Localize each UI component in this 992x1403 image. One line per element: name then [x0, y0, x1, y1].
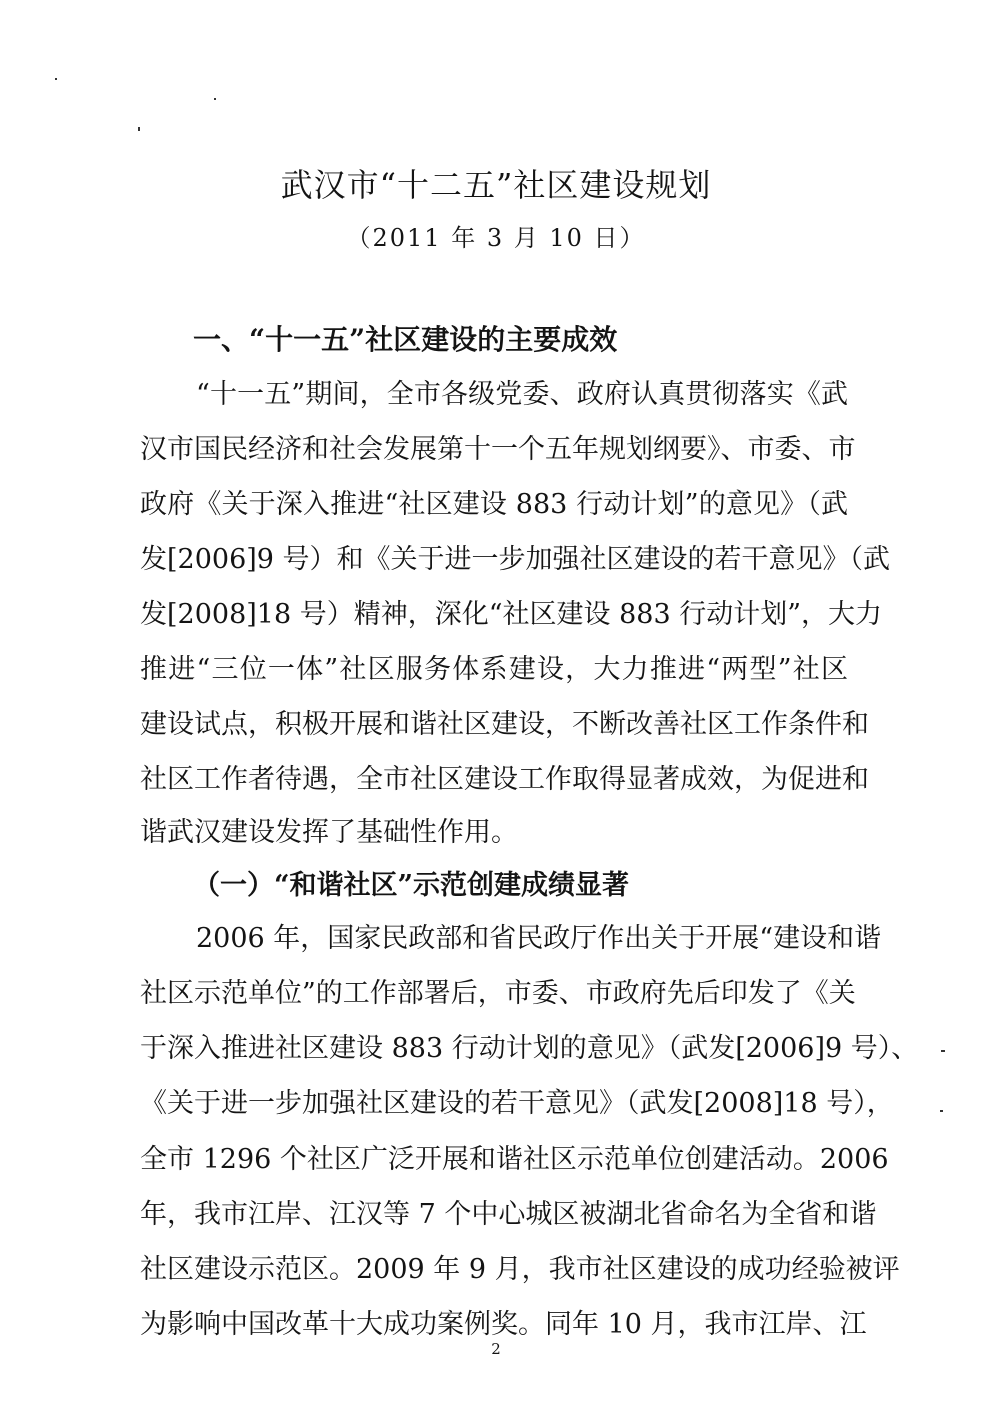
paragraph-line: 发[2006]9 号）和《关于进一步加强社区建设的若干意见》（武 — [140, 544, 891, 575]
paragraph-line: 全市 1296 个社区广泛开展和谐社区示范单位创建活动。2006 — [140, 1144, 889, 1175]
paragraph-line: 汉市国民经济和社会发展第十一个五年规划纲要》、市委、市 — [140, 434, 856, 465]
document-title: 武汉市“十二五”社区建设规划 — [280, 166, 712, 204]
paragraph-line: 谐武汉建设发挥了基础性作用。 — [140, 817, 518, 848]
scan-artifact — [55, 78, 57, 80]
subsection-heading: （一）“和谐社区”示范创建成绩显著 — [193, 870, 630, 901]
section-heading: 一、“十一五”社区建设的主要成效 — [193, 323, 618, 356]
paragraph-line: 社区工作者待遇，全市社区建设工作取得显著成效，为促进和 — [140, 764, 869, 795]
paragraph-line: 政府《关于深入推进“社区建设 883 行动计划”的意见》（武 — [140, 489, 848, 520]
scan-artifact — [941, 1050, 945, 1052]
paragraph-line: 推进“三位一体”社区服务体系建设，大力推进“两型”社区 — [140, 654, 848, 685]
page-number: 2 — [491, 1340, 501, 1358]
paragraph-line: 社区建设示范区。2009 年 9 月，我市社区建设的成功经验被评 — [140, 1254, 900, 1285]
paragraph-line: 《关于进一步加强社区建设的若干意见》（武发[2008]18 号）， — [140, 1088, 894, 1119]
scan-artifact — [940, 1110, 943, 1112]
paragraph-line: 年，我市江岸、江汉等 7 个中心城区被湖北省命名为全省和谐 — [140, 1199, 877, 1230]
paragraph-line: 于深入推进社区建设 883 行动计划的意见》（武发[2006]9 号）、 — [140, 1033, 919, 1064]
paragraph-line: 建设试点，积极开展和谐社区建设，不断改善社区工作条件和 — [140, 709, 869, 740]
paragraph-line: 为影响中国改革十大成功案例奖。同年 10 月，我市江岸、江 — [140, 1309, 867, 1340]
paragraph-line: 社区示范单位”的工作部署后，市委、市政府先后印发了《关 — [140, 978, 856, 1009]
scan-artifact — [138, 127, 140, 131]
scan-artifact — [214, 98, 216, 100]
document-date: （2011 年 3 月 10 日） — [346, 224, 646, 252]
paragraph-line: “十一五”期间，全市各级党委、政府认真贯彻落实《武 — [196, 379, 848, 410]
paragraph-line: 2006 年，国家民政部和省民政厅作出关于开展“建设和谐 — [196, 923, 882, 954]
paragraph-line: 发[2008]18 号）精神，深化“社区建设 883 行动计划”，大力 — [140, 599, 883, 630]
